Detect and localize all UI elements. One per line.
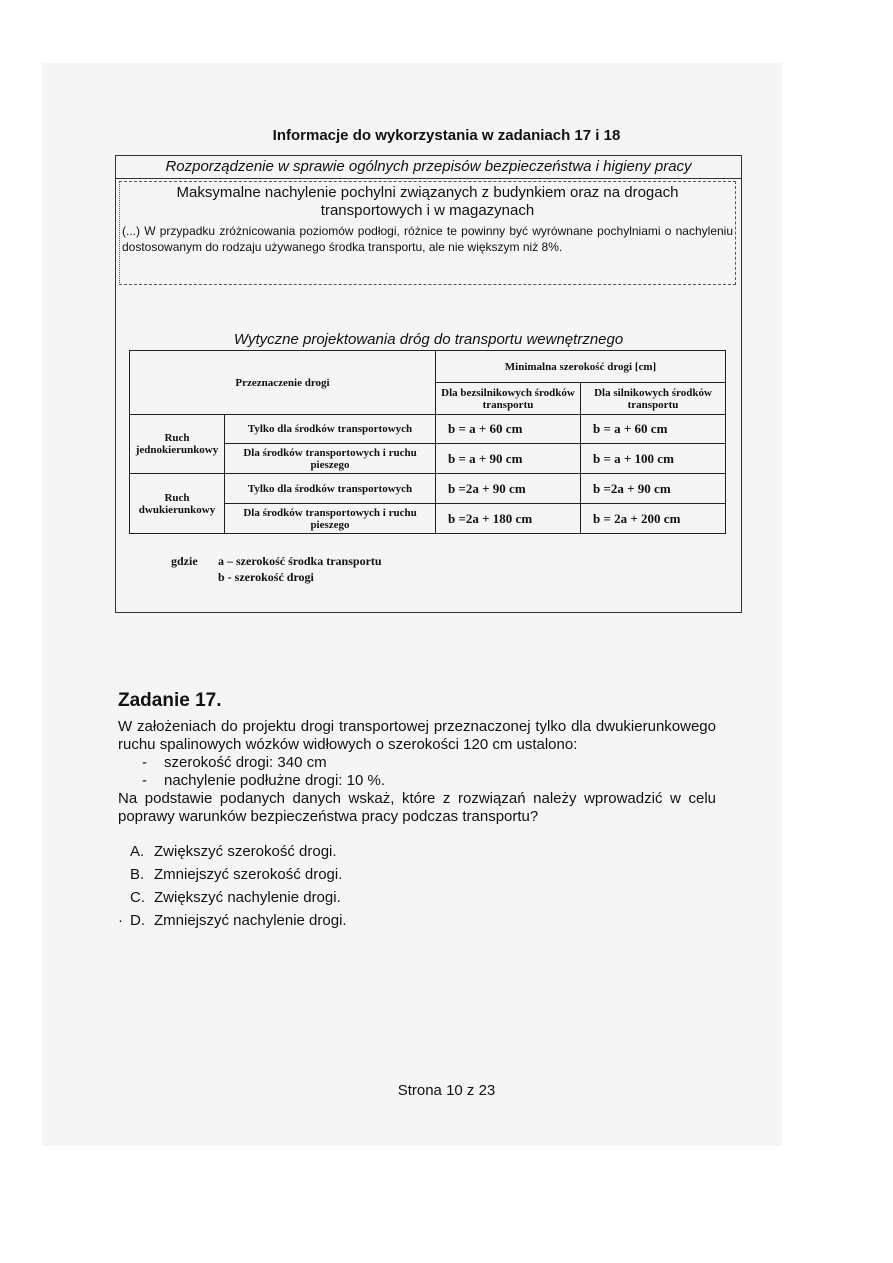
- group-label: Ruch jednokierunkowy: [130, 415, 225, 474]
- answer-text: Zmniejszyć szerokość drogi.: [154, 866, 343, 883]
- condition-text: szerokość drogi: 340 cm: [164, 754, 327, 771]
- condition-item: [118, 772, 716, 790]
- answer-letter: D.: [130, 912, 145, 929]
- condition-item: [118, 754, 716, 772]
- guidelines-title: Wytyczne projektowania dróg do transportu wewnętrznego: [233, 331, 624, 348]
- purpose-cell: Tylko dla środków transportowych: [225, 415, 436, 444]
- answer-text: Zwiększyć szerokość drogi.: [154, 843, 337, 860]
- legend-where: gdzie: [171, 554, 198, 568]
- regulation-text: (...) W przypadku zróżnicowania poziomów podłogi, różnice te powinny być wyrównane pochylniami o nachyleniu dostosowanym do rodzaju używanego środka transportu, ale nie większym niż 8%.: [122, 224, 733, 254]
- motor-formula: b = 2a + 200 cm: [581, 504, 726, 534]
- non-motor-formula: b =2a + 180 cm: [436, 504, 581, 534]
- answer-letter: A.: [130, 843, 145, 860]
- non-motor-formula: b = a + 90 cm: [436, 444, 581, 474]
- answer-c[interactable]: [118, 886, 716, 909]
- motor-formula: b =2a + 90 cm: [581, 474, 726, 504]
- answer-mark: ·: [118, 912, 123, 929]
- answer-d[interactable]: [118, 909, 716, 932]
- motor-formula: b = a + 100 cm: [581, 444, 726, 474]
- regulation-title: Rozporządzenie w sprawie ogólnych przepisów bezpieczeństwa i higieny pracy: [115, 156, 742, 179]
- answer-options: [118, 840, 716, 932]
- answer-text: Zwiększyć nachylenie drogi.: [154, 889, 341, 906]
- condition-text: nachylenie podłużne drogi: 10 %.: [164, 772, 385, 789]
- legend-b: b - szerokość drogi: [218, 570, 314, 584]
- header-motor: Dla silnikowych środków transportu: [581, 383, 726, 415]
- task-question: Na podstawie podanych danych wskaż, które z rozwiązań należy wprowadzić w celu poprawy warunków bezpieczeństwa pracy podczas transportu?: [118, 790, 716, 825]
- regulation-heading: Maksymalne nachylenie pochylni związanych z budynkiem oraz na drogach transportowych i w magazynach: [176, 184, 679, 219]
- info-box: [115, 155, 742, 613]
- header-min-width: Minimalna szerokość drogi [cm]: [436, 351, 726, 383]
- road-width-table: [129, 350, 726, 534]
- purpose-cell: Tylko dla środków transportowych: [225, 474, 436, 504]
- page-number: Strona 10 z 23: [397, 1082, 496, 1099]
- regulation-excerpt: [119, 181, 736, 285]
- motor-formula: b = a + 60 cm: [581, 415, 726, 444]
- formula-legend: [171, 553, 382, 585]
- task-intro: W założeniach do projektu drogi transportowej przeznaczonej tylko dla dwukierunkowego ruchu spalinowych wózków widłowych o szerokości 120 cm ustalono:: [118, 718, 716, 753]
- group-label: Ruch dwukierunkowy: [130, 474, 225, 534]
- task-conditions: [118, 754, 716, 790]
- header-non-motor: Dla bezsilnikowych środków transportu: [436, 383, 581, 415]
- purpose-cell: Dla środków transportowych i ruchu pieszego: [225, 444, 436, 474]
- dash-bullet: -: [142, 772, 147, 789]
- legend-a: a – szerokość środka transportu: [218, 554, 382, 568]
- task-17: [118, 690, 716, 932]
- header-purpose: Przeznaczenie drogi: [130, 351, 436, 415]
- answer-a[interactable]: [118, 840, 716, 863]
- task-title: Zadanie 17.: [118, 690, 222, 711]
- answer-b[interactable]: [118, 863, 716, 886]
- purpose-cell: Dla środków transportowych i ruchu pieszego: [225, 504, 436, 534]
- info-title: Informacje do wykorzystania w zadaniach 17 i 18: [272, 127, 621, 144]
- answer-letter: B.: [130, 866, 145, 883]
- answer-letter: C.: [130, 889, 145, 906]
- answer-text: Zmniejszyć nachylenie drogi.: [154, 912, 347, 929]
- non-motor-formula: b =2a + 90 cm: [436, 474, 581, 504]
- non-motor-formula: b = a + 60 cm: [436, 415, 581, 444]
- dash-bullet: -: [142, 754, 147, 771]
